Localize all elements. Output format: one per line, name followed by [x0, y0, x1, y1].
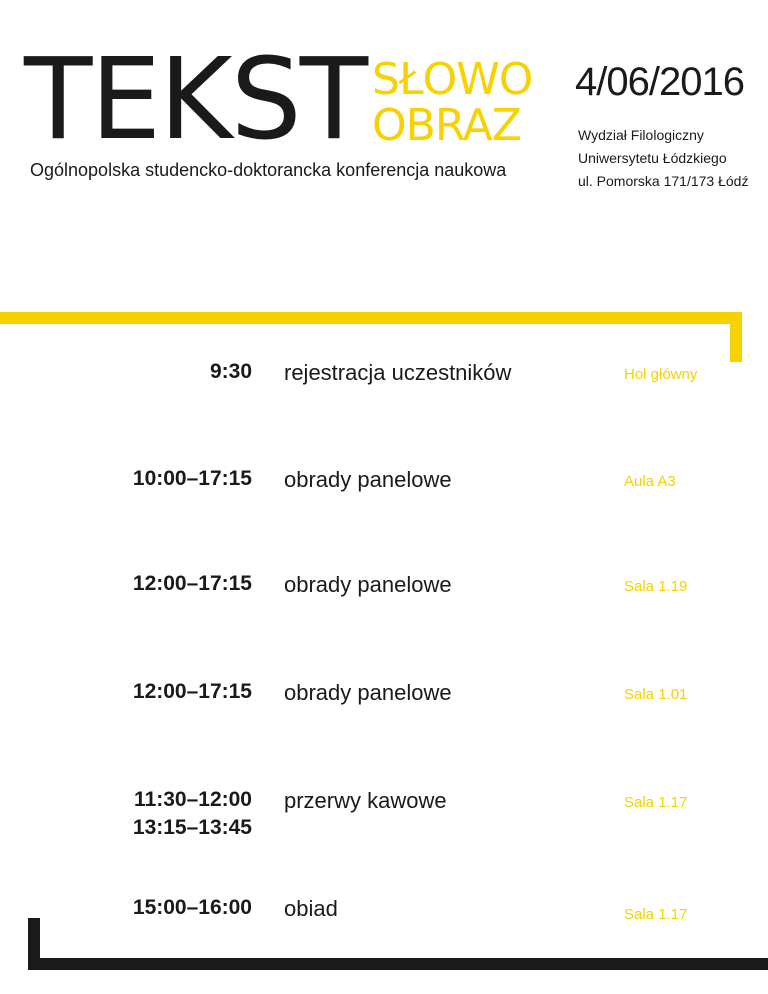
address-line-1: Wydział Filologiczny	[578, 127, 704, 143]
row-place: Sala 1.17	[624, 794, 688, 811]
row-event: obrady panelowe	[284, 467, 452, 492]
conference-title: TEKST	[24, 35, 367, 165]
row-time: 15:00–16:00	[132, 896, 252, 919]
row-place: Aula A3	[624, 473, 676, 490]
black-frame-bottom	[28, 958, 768, 970]
row-place: Sala 1.01	[624, 686, 688, 703]
black-frame-left	[28, 918, 40, 970]
title-word-slowo: SŁOWO	[372, 54, 533, 105]
row-time: 9:30	[209, 360, 252, 383]
row-time: 12:00–17:15	[132, 680, 252, 703]
row-time: 12:00–17:15	[132, 572, 252, 595]
address-line-2: Uniwersytetu Łódzkiego	[578, 150, 727, 166]
address-line-3: ul. Pomorska 171/173 Łódź	[578, 173, 749, 189]
yellow-frame-right	[730, 312, 742, 362]
row-event: obrady panelowe	[284, 572, 452, 597]
row-event: obiad	[284, 896, 338, 921]
yellow-frame-top	[0, 312, 742, 324]
row-place: Sala 1.19	[624, 578, 688, 595]
row-time: 10:00–17:15	[132, 467, 252, 490]
row-event: przerwy kawowe	[284, 788, 447, 813]
row-event: obrady panelowe	[284, 680, 452, 705]
conference-subtitle: Ogólnopolska studencko-doktorancka konferencja naukowa	[30, 160, 507, 180]
row-time-second: 13:15–13:45	[132, 816, 252, 839]
title-word-obraz: OBRAZ	[372, 100, 521, 151]
row-time: 11:30–12:00	[134, 788, 252, 811]
row-place: Sala 1.17	[624, 906, 688, 923]
conference-date: 4/06/2016	[575, 60, 744, 104]
row-event: rejestracja uczestników	[284, 360, 512, 385]
row-place: Hol główny	[624, 366, 698, 383]
